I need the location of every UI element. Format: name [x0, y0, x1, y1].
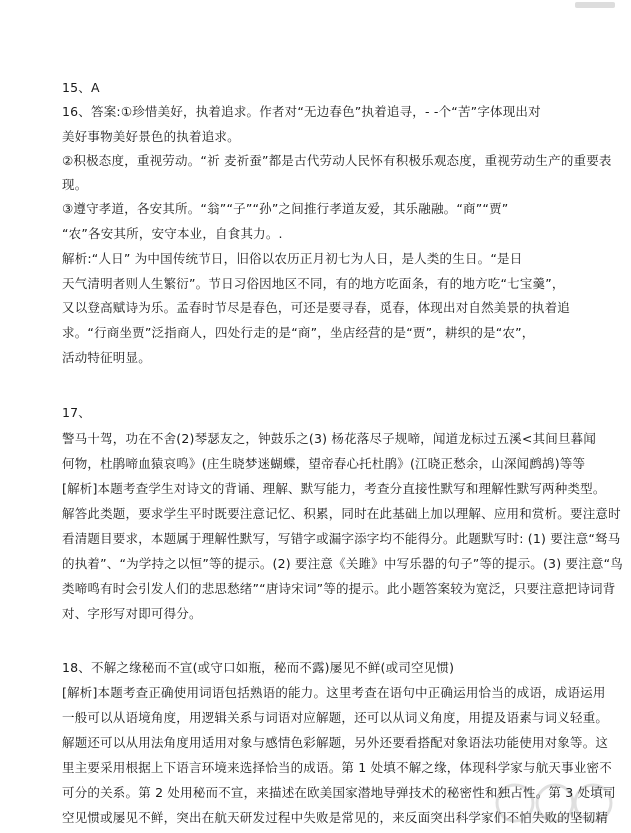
q16-line-8: 天气清明者则人生繁衍”。节日习俗因地区不同，有的地方吃面条，有的地方吃“七宝羹”，	[62, 276, 565, 291]
q16-line-1: 16、答案:①珍惜美好，执着追求。作者对“无边春色”执着追寻，- -个“苦”字体现出对	[62, 104, 541, 119]
q17-line-4: [解析]本题考查学生对诗文的背诵、理解、默写能力，考查分直接性默写和理解性默写两种类型。	[62, 481, 606, 496]
q16-line-10: 求。“行商坐贾”泛指商人，四处行走的是“商”，坐店经营的是“贾”，耕织的是“农”，	[62, 325, 535, 340]
q15-answer: 15、A	[62, 80, 100, 95]
q18-line-5: 里主要采用根据上下语言环境来选择恰当的成语。第 1 处填不解之缘，体现科学家与航天事业密不	[62, 760, 612, 775]
q18-line-6: 可分的关系。第 2 处用秘而不宣，来描述在欧美国家潜地导弹技术的秘密性和独占性。第 3 处填司	[62, 785, 616, 800]
q18-line-2: [解析]本题考查正确使用词语包括熟语的能力。这里考查在语句中正确运用恰当的成语，成语运用	[62, 685, 606, 700]
q18-line-7: 空见惯或屡见不鲜，突出在航天研发过程中失败是常见的，来反面突出科学家们不怕失败的坚韧精	[62, 810, 609, 825]
watermark-logo	[493, 781, 613, 825]
q16-line-5: ③遵守孝道，各安其所。“翁”“子”“孙”之间推行孝道友爱，其乐融融。“商”“贾”	[62, 201, 509, 216]
q17-line-7: 的执着”、“为学持之以恒”等的提示。(2) 要注意《关雎》中写乐器的句子”等的提示。(3) 要注意“鸟	[62, 556, 623, 571]
header-mark	[575, 2, 615, 8]
q18-line-1: 18、不解之缘秘而不宣(或守口如瓶，秘而不露)屡见不鲜(或司空见惯)	[62, 660, 455, 675]
q16-line-2: 美好事物美好景色的执着追求。	[62, 129, 240, 144]
q17-line-9: 对、字形写对即可得分。	[62, 606, 202, 621]
q18-line-3: 一般可以从语境角度，用逻辑关系与词语对应解题，还可以从词义角度，用提及语素与词义轻重。	[62, 710, 609, 725]
q16-line-7: 解析:“人日” 为中国传统节日，旧俗以农历正月初七为人日，是人类的生日。“是日	[62, 251, 523, 266]
q16-line-4: 现。	[62, 177, 88, 192]
q17-line-3: 何物，杜鹃啼血猿哀鸣》(庄生晓梦迷蝴蝶，望帝春心托杜鹃》(江晓正愁余，山深闻鹧鸪)等等	[62, 456, 586, 471]
q16-line-9: 又以登高赋诗为乐。孟春时节尽是春色，可还是要寻春，觅春，体现出对自然美景的执着追	[62, 300, 571, 315]
q17-line-8: 类啼鸣有时会引发人们的悲思愁绪”“唐诗宋词”等的提示。此小题答案较为宽泛，只要注意把诗词背	[62, 581, 616, 596]
q17-line-2: 警马十驾，功在不舍(2)琴瑟友之，钟鼓乐之(3) 杨花落尽子规啼，闻道龙标过五溪<其间旦暮闻	[62, 431, 597, 446]
q17-line-1: 17、	[62, 405, 92, 420]
q17-line-6: 看清题目要求，本题属于理解性默写，写错字或漏字添字均不能得分。此题默写时: (1) 要注意“驽马	[62, 531, 621, 546]
q16-line-11: 活动特征明显。	[62, 350, 151, 365]
q18-line-4: 解题还可以从用法角度用适用对象与感情色彩解题，另外还要看搭配对象语法功能使用对象等。这	[62, 735, 609, 750]
q17-line-5: 解答此类题，要求学生平时既要注意记忆、积累，同时在此基础上加以理解、应用和赏析。要注意时	[62, 506, 621, 521]
q16-line-3: ②积极态度，重视劳动。“祈 麦祈蚕”都是古代劳动人民怀有积极乐观态度，重视劳动生产的重要表	[62, 153, 612, 168]
q16-line-6: “农”各安其所，安守本业，自食其力。.	[62, 226, 283, 241]
